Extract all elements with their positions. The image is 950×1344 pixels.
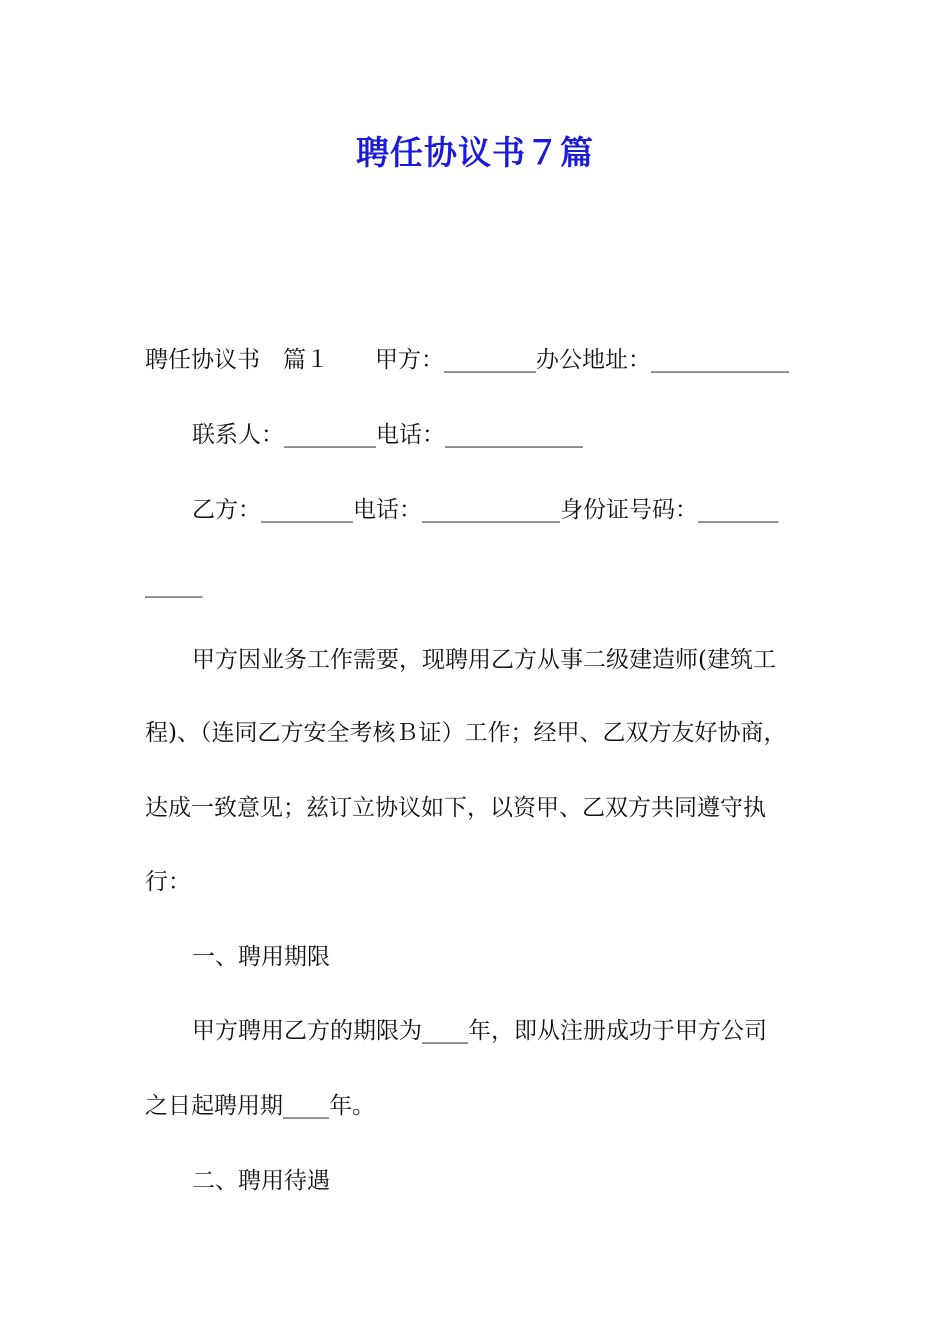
paragraph-body-line-2: 程)、（连同乙方安全考核Ｂ证）工作；经甲、乙双方友好协商，	[145, 720, 787, 746]
section-heading-term: 一、聘用期限	[192, 944, 330, 970]
paragraph-party-a-header: 聘任协议书 篇１ 甲方：________办公地址：____________	[145, 347, 789, 373]
section-heading-treatment: 二、聘用待遇	[192, 1168, 330, 1194]
paragraph-body-line-3: 达成一致意见；兹订立协议如下，以资甲、乙双方共同遵守执	[145, 795, 766, 821]
paragraph-term-line-2: 之日起聘用期____年。	[145, 1093, 375, 1119]
paragraph-party-b-continued: _____	[145, 572, 203, 598]
paragraph-body-line-4: 行：	[145, 869, 191, 895]
paragraph-party-b: 乙方：________电话：____________身份证号码：_______	[192, 497, 779, 523]
document-title: 聘任协议书７篇	[356, 133, 594, 172]
paragraph-term-line-1: 甲方聘用乙方的期限为____年，即从注册成功于甲方公司	[192, 1018, 767, 1044]
paragraph-contact: 联系人：________电话：____________	[192, 422, 583, 448]
paragraph-body-line-1: 甲方因业务工作需要，现聘用乙方从事二级建造师(建筑工	[192, 647, 776, 673]
